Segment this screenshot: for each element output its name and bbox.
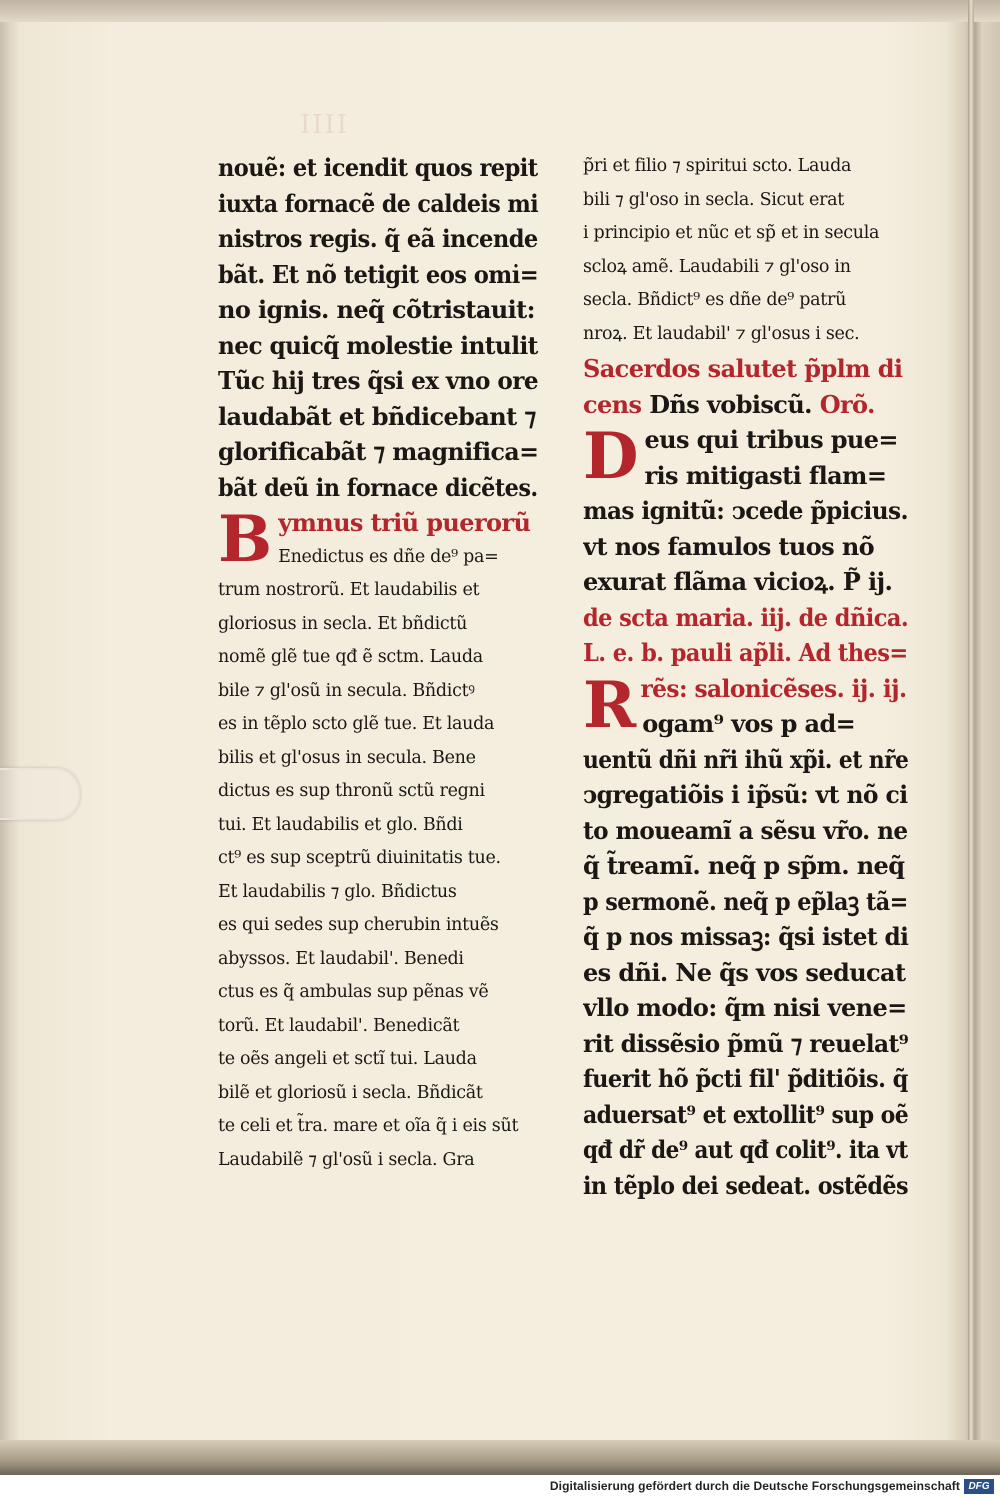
text-line: glorificabãt ⁊ magnifica= [218, 437, 539, 466]
text-line: exurat flãma vicioꝝ. P̃ ij. [583, 567, 893, 596]
initial-r: R [583, 667, 637, 743]
text-line: Enedictus es dñe de⁹ pa= [278, 546, 499, 567]
text-line: secla. Bñdict⁹ es dñe de⁹ patrũ [583, 290, 847, 310]
rubric-line: cens [583, 389, 642, 419]
left-large-block [218, 150, 538, 505]
text-line: es qui sedes sup cherubin intuẽs [218, 915, 499, 935]
text-line: no ignis. neq̃ cõtristauit: [218, 295, 535, 324]
text-line: Et laudabilis ⁊ glo. Bñdictus [218, 881, 457, 902]
oratio-block [583, 419, 909, 671]
text-line: qđ dr̃ de⁹ aut qđ colit⁹. ita vt [583, 1135, 908, 1164]
text-line: vt nos famulos tuos nõ [583, 531, 875, 561]
epistle-block [583, 667, 909, 1204]
text-line: Tũc hij tres q̃si ex vno ore [218, 366, 538, 395]
rubric-line: rẽs: salonicẽses. ij. ij. [640, 673, 907, 703]
text-line: nec quicq̃ molestie intulit [218, 330, 538, 360]
right-column [583, 150, 908, 1203]
funding-credit: Digitalisierung gefördert durch die Deutsche Forschungsgemeinschaft [549, 1479, 960, 1493]
text-line: laudabãt et bñdicebant ⁊ [218, 401, 536, 431]
text-line: trum nostrorũ. Et laudabilis et [218, 580, 480, 600]
text-line: in tẽplo dei sedeat. ostẽdẽs [583, 1170, 909, 1200]
rubric-line: Sacerdos salutet p̃plm di [583, 354, 903, 383]
rubric-line: de scta maria. iij. de dñica. [583, 602, 909, 632]
text-line: nistros regis. q̃ eã incende [218, 224, 538, 253]
text-line: bãt. Et nõ tetigit eos omi̇= [218, 259, 539, 289]
page-edge [968, 0, 974, 1475]
text-line: p sermonẽ. neq̃ p ep̃laꝫ tã= [583, 886, 908, 916]
clip-mark [0, 768, 80, 820]
text-line: ctus es q̃ ambulas sup pẽnas vẽ [218, 982, 489, 1002]
dfg-logo[interactable]: DFG [964, 1479, 994, 1494]
text-line: es dñi. Ne q̃s vos seducat [583, 957, 906, 987]
text-line: uentũ dñi nr̃i ihũ xp̃i. et nr̃e [583, 744, 909, 774]
left-column [218, 150, 538, 1177]
text-line: eus qui tribus pue= [644, 425, 898, 454]
footer-bar [0, 1475, 1000, 1500]
text-line: torũ. Et laudabil'. Benedicãt [218, 1015, 460, 1036]
initial-d: D [583, 419, 639, 494]
text-line: nomẽ glẽ tue qđ ẽ sctm. Lauda [218, 647, 483, 667]
text-line: bãt deũ in fornace dicẽtes. [218, 472, 538, 502]
text-line: te celi et t̃ra. mare et oĩa q̃ i eis sũt [218, 1116, 519, 1136]
rubric-line: L. e. b. pauli ap̃li. Ad thes= [583, 638, 908, 667]
text-line: mas ignitũ: ↄcede p̃picius. [583, 496, 908, 525]
left-small-block [218, 541, 538, 1178]
text-line: bile ⁊ gl'osũ in secula. Bñdictꝰ [218, 680, 475, 701]
text-line: ct⁹ es sup sceptrũ diuinitatis tue. [218, 848, 501, 868]
text-line: scloꝝ amẽ. Laudabili ⁊ gl'oso in [583, 256, 851, 277]
text-line: q̃ p nos missaꝫ: q̃si istet di [583, 922, 909, 951]
text-line: ris mitigasti flam= [644, 460, 887, 490]
text-line: aduersat⁹ et extollit⁹ sup oẽ [583, 1099, 909, 1129]
text-line: p̃ri et filio ⁊ spiritui scto. Lauda [583, 156, 852, 176]
text-line: fuerit hõ p̃cti fil' p̃ditiõis. q̃ [583, 1064, 908, 1093]
initial-b: B [218, 502, 273, 577]
text-line: rit dissẽsio p̃mũ ⁊ reuelat⁹ [583, 1028, 909, 1058]
text-line: gloriosus in secla. Et bñdictũ [218, 613, 468, 634]
right-small-block [583, 150, 908, 351]
text-line: tui. Et laudabilis et glo. Bñdi [218, 814, 463, 835]
text-line: ogam⁹ vos p ad= [642, 709, 856, 738]
text-line: to moueamĩ a sẽsu vr̃o. ne [583, 815, 908, 845]
text-line: iuxta fornacẽ de caldeis mi [218, 188, 539, 218]
oratio-label: Orõ. [819, 389, 875, 419]
text-line: vllo modo: q̃m nisi vene= [583, 993, 907, 1022]
bottom-edge [0, 1440, 1000, 1475]
dominus-vobiscum: Dñs vobiscũ. [649, 389, 812, 419]
text-line: es in tẽplo scto glẽ tue. Et lauda [218, 714, 495, 734]
rubric-block [583, 351, 908, 422]
text-line: Laudabilẽ ⁊ gl'osũ i secla. Gra [218, 1149, 475, 1170]
text-line: q̃ t̃reamĩ. neq̃ p sp̃m. neq̃ [583, 851, 905, 880]
text-line: ↄgregatiõis i ip̃sũ: vt nõ ci [583, 780, 908, 809]
text-line: nroꝝ. Et laudabil' ⁊ gl'osus i sec. [583, 323, 860, 344]
dominus-line [583, 387, 908, 423]
hymn-heading: ymnus triũ puerorũ [278, 508, 531, 537]
text-line: bilis et gl'osus in secula. Bene [218, 747, 476, 768]
text-line: te oẽs angeli et sctĩ tui. Lauda [218, 1049, 477, 1069]
text-line: i principio et nũc et sp̃ et in secula [583, 223, 880, 243]
text-line: nouẽ: et icendit quos repit [218, 153, 538, 182]
folio-number: IIII [300, 110, 350, 140]
text-line: dictus es sup thronũ sctũ regni [218, 781, 485, 801]
text-line: bili ⁊ gl'oso in secla. Sicut erat [583, 189, 845, 210]
text-line: abyssos. Et laudabil'. Benedi [218, 948, 464, 969]
text-line: bilẽ et gloriosũ i secla. Bñdicãt [218, 1082, 483, 1103]
